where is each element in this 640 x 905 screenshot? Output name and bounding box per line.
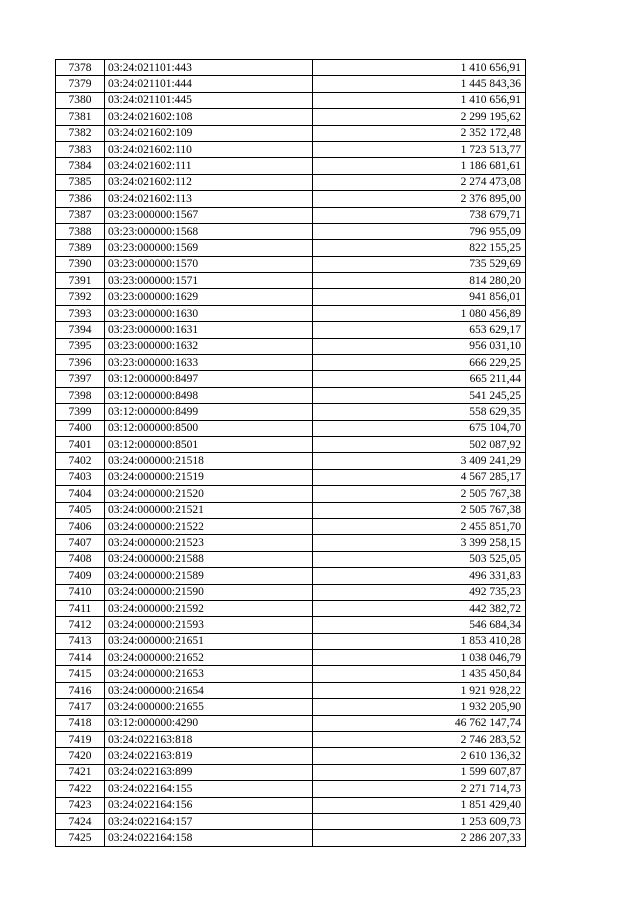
cadastral-value: 1 723 513,77	[313, 141, 526, 157]
table-row	[56, 273, 526, 289]
cadastral-value: 2 746 283,52	[313, 732, 526, 748]
table-row	[56, 289, 526, 305]
cadastral-value: 735 529,69	[313, 256, 526, 272]
cadastral-number: 03:24:000000:21593	[105, 617, 313, 633]
cadastral-value: 1 186 681,61	[313, 158, 526, 174]
row-number: 7383	[56, 141, 105, 157]
cadastral-number: 03:24:000000:21651	[105, 633, 313, 649]
cadastral-value: 2 271 714,73	[313, 781, 526, 797]
table-row	[56, 584, 526, 600]
cadastral-number: 03:24:022164:155	[105, 781, 313, 797]
cadastral-value: 2 299 195,62	[313, 109, 526, 125]
table-row	[56, 518, 526, 534]
cadastral-value: 1 851 429,40	[313, 797, 526, 813]
row-number: 7414	[56, 650, 105, 666]
row-number: 7416	[56, 682, 105, 698]
cadastral-value: 1 853 410,28	[313, 633, 526, 649]
table-row	[56, 633, 526, 649]
cadastral-value: 442 382,72	[313, 600, 526, 616]
row-number: 7412	[56, 617, 105, 633]
row-number: 7406	[56, 518, 105, 534]
cadastral-number: 03:24:000000:21519	[105, 469, 313, 485]
table-body	[56, 60, 526, 847]
cadastral-value: 558 629,35	[313, 404, 526, 420]
cadastral-number: 03:24:021602:111	[105, 158, 313, 174]
table-row	[56, 207, 526, 223]
cadastral-number: 03:12:000000:8497	[105, 371, 313, 387]
row-number: 7403	[56, 469, 105, 485]
row-number: 7384	[56, 158, 105, 174]
cadastral-value: 665 211,44	[313, 371, 526, 387]
table-row	[56, 338, 526, 354]
row-number: 7393	[56, 305, 105, 321]
row-number: 7409	[56, 568, 105, 584]
cadastral-value: 2 286 207,33	[313, 830, 526, 846]
cadastral-value: 46 762 147,74	[313, 715, 526, 731]
table-row	[56, 141, 526, 157]
cadastral-value: 796 955,09	[313, 223, 526, 239]
table-row	[56, 797, 526, 813]
row-number: 7415	[56, 666, 105, 682]
row-number: 7397	[56, 371, 105, 387]
cadastral-number: 03:23:000000:1629	[105, 289, 313, 305]
cadastral-value: 1 410 656,91	[313, 60, 526, 76]
table-row	[56, 436, 526, 452]
row-number: 7425	[56, 830, 105, 846]
table-row	[56, 240, 526, 256]
cadastral-value: 2 274 473,08	[313, 174, 526, 190]
cadastral-number: 03:24:022163:899	[105, 764, 313, 780]
cadastral-value: 1 080 456,89	[313, 305, 526, 321]
cadastral-number: 03:23:000000:1569	[105, 240, 313, 256]
cadastral-value-table	[55, 59, 526, 847]
cadastral-value: 2 505 767,38	[313, 486, 526, 502]
row-number: 7402	[56, 453, 105, 469]
table-row	[56, 666, 526, 682]
row-number: 7407	[56, 535, 105, 551]
cadastral-value: 941 856,01	[313, 289, 526, 305]
table-row	[56, 355, 526, 371]
cadastral-number: 03:24:000000:21588	[105, 551, 313, 567]
cadastral-value: 2 376 895,00	[313, 191, 526, 207]
row-number: 7405	[56, 502, 105, 518]
cadastral-number: 03:24:000000:21590	[105, 584, 313, 600]
table-row	[56, 404, 526, 420]
table-row	[56, 469, 526, 485]
cadastral-number: 03:23:000000:1633	[105, 355, 313, 371]
cadastral-value: 541 245,25	[313, 387, 526, 403]
cadastral-number: 03:24:000000:21652	[105, 650, 313, 666]
cadastral-number: 03:23:000000:1630	[105, 305, 313, 321]
cadastral-number: 03:24:000000:21592	[105, 600, 313, 616]
cadastral-number: 03:24:000000:21521	[105, 502, 313, 518]
table-row	[56, 813, 526, 829]
row-number: 7408	[56, 551, 105, 567]
table-row	[56, 223, 526, 239]
cadastral-number: 03:24:000000:21523	[105, 535, 313, 551]
table-row	[56, 699, 526, 715]
cadastral-number: 03:24:021602:112	[105, 174, 313, 190]
table-row	[56, 732, 526, 748]
cadastral-number: 03:24:000000:21520	[105, 486, 313, 502]
table-row	[56, 125, 526, 141]
row-number: 7389	[56, 240, 105, 256]
table-row	[56, 535, 526, 551]
cadastral-value: 1 038 046,79	[313, 650, 526, 666]
cadastral-number: 03:23:000000:1570	[105, 256, 313, 272]
row-number: 7388	[56, 223, 105, 239]
row-number: 7419	[56, 732, 105, 748]
row-number: 7413	[56, 633, 105, 649]
table-row	[56, 371, 526, 387]
row-number: 7401	[56, 436, 105, 452]
cadastral-value: 3 409 241,29	[313, 453, 526, 469]
cadastral-number: 03:24:000000:21655	[105, 699, 313, 715]
cadastral-number: 03:12:000000:8499	[105, 404, 313, 420]
cadastral-number: 03:24:022163:819	[105, 748, 313, 764]
cadastral-number: 03:24:022164:156	[105, 797, 313, 813]
row-number: 7387	[56, 207, 105, 223]
cadastral-value: 546 684,34	[313, 617, 526, 633]
cadastral-number: 03:24:000000:21653	[105, 666, 313, 682]
cadastral-value: 492 735,23	[313, 584, 526, 600]
cadastral-value: 1 932 205,90	[313, 699, 526, 715]
row-number: 7423	[56, 797, 105, 813]
cadastral-number: 03:24:021101:444	[105, 76, 313, 92]
row-number: 7386	[56, 191, 105, 207]
cadastral-number: 03:24:021602:113	[105, 191, 313, 207]
cadastral-value: 1 253 609,73	[313, 813, 526, 829]
row-number: 7398	[56, 387, 105, 403]
cadastral-value: 1 445 843,36	[313, 76, 526, 92]
table-row	[56, 486, 526, 502]
row-number: 7385	[56, 174, 105, 190]
cadastral-number: 03:24:021602:109	[105, 125, 313, 141]
cadastral-value: 956 031,10	[313, 338, 526, 354]
cadastral-value: 1 921 928,22	[313, 682, 526, 698]
row-number: 7381	[56, 109, 105, 125]
row-number: 7382	[56, 125, 105, 141]
cadastral-number: 03:24:021101:443	[105, 60, 313, 76]
table-row	[56, 60, 526, 76]
cadastral-number: 03:24:000000:21589	[105, 568, 313, 584]
row-number: 7380	[56, 92, 105, 108]
cadastral-value: 814 280,20	[313, 273, 526, 289]
row-number: 7390	[56, 256, 105, 272]
table-row	[56, 174, 526, 190]
row-number: 7404	[56, 486, 105, 502]
row-number: 7399	[56, 404, 105, 420]
row-number: 7424	[56, 813, 105, 829]
table-row	[56, 502, 526, 518]
cadastral-value: 653 629,17	[313, 322, 526, 338]
cadastral-number: 03:12:000000:8498	[105, 387, 313, 403]
cadastral-value: 4 567 285,17	[313, 469, 526, 485]
cadastral-number: 03:12:000000:4290	[105, 715, 313, 731]
cadastral-value: 3 399 258,15	[313, 535, 526, 551]
row-number: 7378	[56, 60, 105, 76]
table-row	[56, 781, 526, 797]
cadastral-number: 03:24:000000:21518	[105, 453, 313, 469]
cadastral-number: 03:12:000000:8501	[105, 436, 313, 452]
row-number: 7396	[56, 355, 105, 371]
cadastral-number: 03:23:000000:1632	[105, 338, 313, 354]
table-row	[56, 568, 526, 584]
table-row	[56, 453, 526, 469]
table-row	[56, 617, 526, 633]
cadastral-number: 03:24:021602:110	[105, 141, 313, 157]
row-number: 7422	[56, 781, 105, 797]
cadastral-value: 496 331,83	[313, 568, 526, 584]
table-row	[56, 191, 526, 207]
row-number: 7410	[56, 584, 105, 600]
table-row	[56, 830, 526, 846]
cadastral-value: 675 104,70	[313, 420, 526, 436]
table-row	[56, 76, 526, 92]
table-row	[56, 650, 526, 666]
row-number: 7395	[56, 338, 105, 354]
cadastral-value: 1 599 607,87	[313, 764, 526, 780]
cadastral-number: 03:24:022164:157	[105, 813, 313, 829]
cadastral-value: 666 229,25	[313, 355, 526, 371]
row-number: 7411	[56, 600, 105, 616]
row-number: 7391	[56, 273, 105, 289]
table-row	[56, 387, 526, 403]
cadastral-number: 03:24:000000:21654	[105, 682, 313, 698]
row-number: 7379	[56, 76, 105, 92]
cadastral-number: 03:24:021101:445	[105, 92, 313, 108]
table-row	[56, 92, 526, 108]
cadastral-number: 03:24:022163:818	[105, 732, 313, 748]
cadastral-number: 03:23:000000:1631	[105, 322, 313, 338]
cadastral-value: 2 352 172,48	[313, 125, 526, 141]
table-row	[56, 256, 526, 272]
table-row	[56, 715, 526, 731]
cadastral-value: 2 610 136,32	[313, 748, 526, 764]
table-row	[56, 109, 526, 125]
cadastral-value: 502 087,92	[313, 436, 526, 452]
cadastral-number: 03:23:000000:1571	[105, 273, 313, 289]
row-number: 7392	[56, 289, 105, 305]
table-row	[56, 158, 526, 174]
cadastral-value: 503 525,05	[313, 551, 526, 567]
table-row	[56, 600, 526, 616]
cadastral-value: 822 155,25	[313, 240, 526, 256]
cadastral-number: 03:24:022164:158	[105, 830, 313, 846]
row-number: 7418	[56, 715, 105, 731]
table-row	[56, 420, 526, 436]
cadastral-value: 2 455 851,70	[313, 518, 526, 534]
table-row	[56, 322, 526, 338]
row-number: 7400	[56, 420, 105, 436]
table-row	[56, 748, 526, 764]
table-row	[56, 305, 526, 321]
cadastral-value: 1 410 656,91	[313, 92, 526, 108]
cadastral-number: 03:23:000000:1567	[105, 207, 313, 223]
row-number: 7421	[56, 764, 105, 780]
cadastral-number: 03:24:000000:21522	[105, 518, 313, 534]
cadastral-value: 1 435 450,84	[313, 666, 526, 682]
cadastral-value: 738 679,71	[313, 207, 526, 223]
table-row	[56, 551, 526, 567]
table-row	[56, 764, 526, 780]
row-number: 7420	[56, 748, 105, 764]
row-number: 7394	[56, 322, 105, 338]
cadastral-number: 03:12:000000:8500	[105, 420, 313, 436]
cadastral-value: 2 505 767,38	[313, 502, 526, 518]
table-row	[56, 682, 526, 698]
cadastral-number: 03:24:021602:108	[105, 109, 313, 125]
cadastral-number: 03:23:000000:1568	[105, 223, 313, 239]
row-number: 7417	[56, 699, 105, 715]
